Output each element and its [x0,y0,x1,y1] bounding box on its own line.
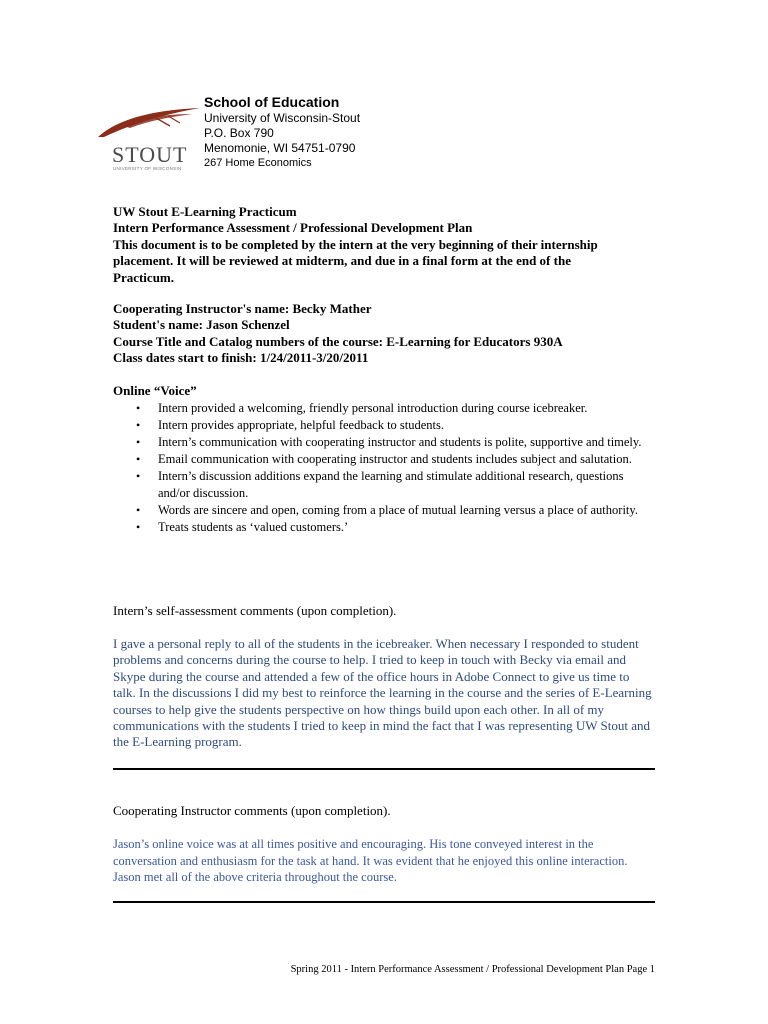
instruction-line: Practicum. [113,269,175,285]
school-name: School of Education [204,94,340,110]
divider [113,768,655,770]
bullet-icon: • [136,452,141,467]
list-item: • Email communication with cooperating instructor and students includes subject and salutation. [136,452,632,467]
instructor-name: Cooperating Instructor's name: Becky Mather [113,301,372,316]
document-title-block [113,204,643,286]
list-item: • Words are sincere and open, coming from a place of mutual learning versus a place of authority. [136,502,638,517]
criteria-list [113,400,658,536]
bullet-icon: • [136,401,141,415]
list-item: • Intern provides appropriate, helpful feedback to students. [136,418,445,433]
address-line: Menomonie, WI 54751-0790 [204,141,356,155]
self-assessment-label: Intern’s self-assessment comments (upon completion). [113,603,397,618]
course-title: Course Title and Catalog numbers of the course: E-Learning for Educators 930A [113,333,563,349]
list-item: • Intern’s discussion additions expand the learning and stimulate additional research, questions and/or discussion. [136,469,624,500]
logo-wordmark: STOUT [112,142,188,167]
course-info-block [113,301,643,367]
letterhead-address [204,94,360,171]
list-item: • Intern’s communication with cooperating instructor and students is polite, supportive and timely. [136,435,642,450]
class-dates: Class dates start to finish: 1/24/2011-3/20/2011 [113,350,369,366]
page-footer: Spring 2011 - Intern Performance Assessment / Professional Development Plan Page 1 [290,964,655,975]
bullet-icon: • [136,418,141,433]
stout-swoosh-icon [96,104,202,144]
instruction-line: This document is to be completed by the intern at the very beginning of their internship [113,236,598,252]
student-name: Student's name: Jason Schenzel [113,317,290,333]
address-line: P.O. Box 790 [204,126,274,140]
logo-subtext: UNIVERSITY OF WISCONSIN [113,166,182,171]
instructor-comments-text: Jason’s online voice was at all times positive and encouraging. His tone conveyed interest in the conversation and enthusiasm for the task at hand. It was evident that he enjoyed this online interaction. Jason met all of the above criteria throughout the course. [113,837,628,885]
address-line: 267 Home Economics [204,157,312,169]
self-assessment-text: I gave a personal reply to all of the students in the icebreaker. When necessary I responded to student problems and concerns during the course to help. I tried to keep in touch with Becky via email and Skype during the course and attended a few of the office hours in Adobe Connect to give us time to talk. In the discussions I did my best to reinforce the learning in the course and the series of E-Learning courses to help give the students perspective on how things build upon each other. In all of my communications with the students I tried to keep in mind the fact that I was representing UW Stout and the E-Learning program. [113,636,652,750]
title-line: UW Stout E-Learning Practicum [113,204,297,219]
instructor-comments-label: Cooperating Instructor comments (upon completion). [113,803,391,818]
divider [113,901,655,903]
address-line: University of Wisconsin-Stout [204,111,361,125]
title-line: Intern Performance Assessment / Professional Development Plan [113,220,473,236]
bullet-icon: • [136,502,141,517]
list-item: • Treats students as ‘valued customers.’ [136,520,349,535]
bullet-icon: • [136,469,141,484]
bullet-icon: • [136,520,141,535]
list-item: • Intern provided a welcoming, friendly personal introduction during course icebreaker. [136,401,588,415]
section-title: Online “Voice” [113,383,197,398]
bullet-icon: • [136,435,141,450]
instruction-line: placement. It will be reviewed at midterm, and due in a final form at the end of the [113,253,571,269]
